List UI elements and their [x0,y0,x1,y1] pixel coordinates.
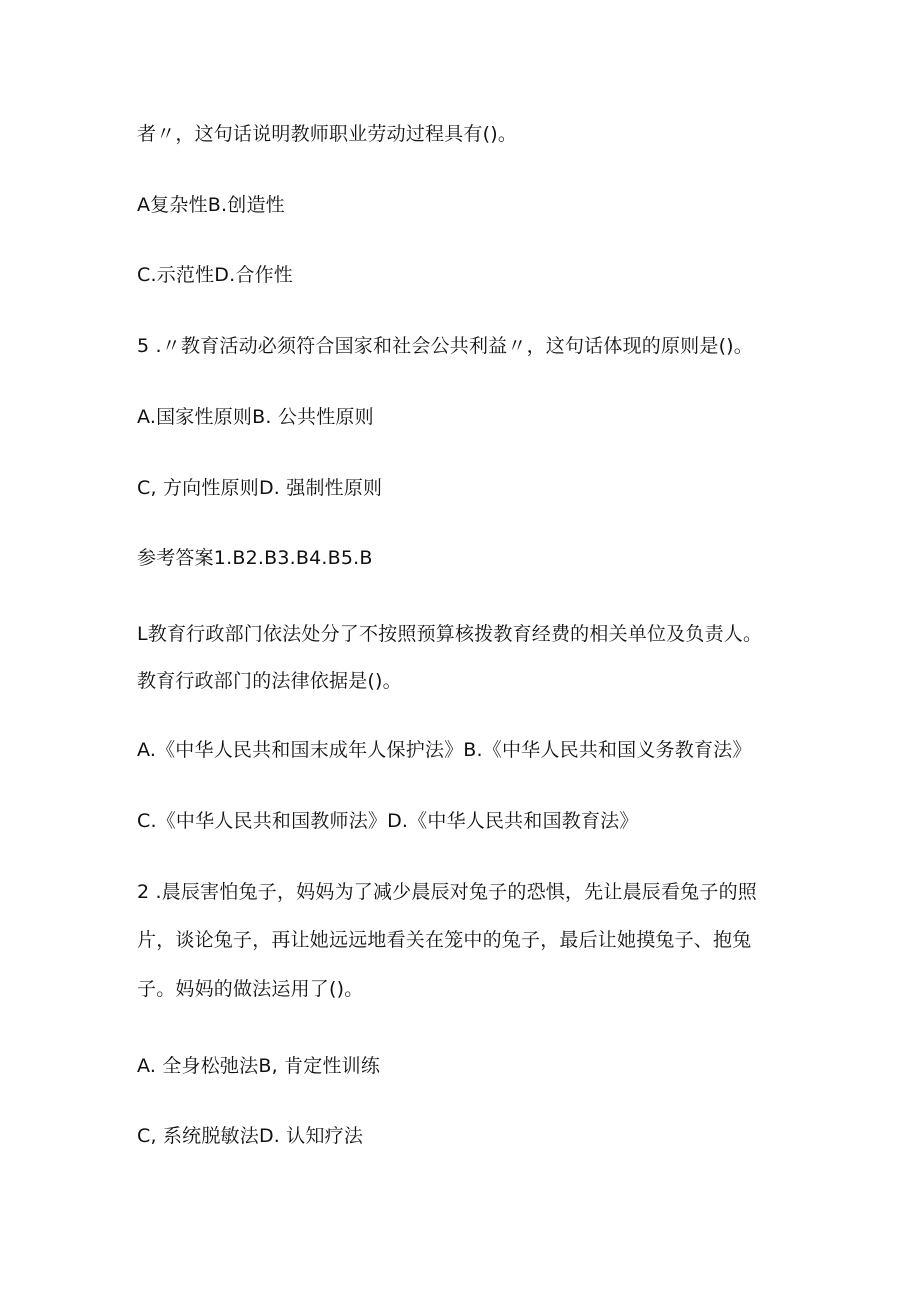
question-1-stem-line-2: 教育行政部门的法律依据是()。 [137,670,402,692]
question-2-options-cd: C, 系统脱敏法D. 认知疗法 [137,1125,364,1147]
question-5-stem: 5 .〃教育活动必须符合国家和社会公共利益〃，这句话体现的原则是()。 [137,335,753,357]
question-2-stem-line-2: 片，谈论兔子，再让她远远地看关在笼中的兔子，最后让她摸兔子、抱兔 [137,929,752,951]
question-4-options-ab: A复杂性B.创造性 [137,194,285,216]
question-1-stem-line-1: L教育行政部门依法处分了不按照预算核拨教育经费的相关单位及负责人。 [137,623,763,645]
question-4-stem-end: 者〃，这句话说明教师职业劳动过程具有()。 [137,123,518,145]
question-5-options-cd: C, 方向性原则D. 强制性原则 [137,477,383,499]
question-1-options-ab: A.《中华人民共和国末成年人保护法》B.《中华人民共和国义务教育法》 [137,739,752,761]
question-2-options-ab: A. 全身松弛法B, 肯定性训练 [137,1055,381,1077]
question-1-options-cd: C.《中华人民共和国教师法》D.《中华人民共和国教育法》 [137,810,639,832]
question-5-options-ab: A.国家性原则B. 公共性原则 [137,406,374,428]
question-2-stem-line-3: 子。妈妈的做法运用了()。 [137,978,364,1000]
question-2-stem-line-1: 2 .晨辰害怕兔子，妈妈为了减少晨辰对兔子的恐惧，先让晨辰看兔子的照 [137,881,757,903]
answer-key: 参考答案1.B2.B3.B4.B5.B [137,547,373,569]
question-4-options-cd: C.示范性D.合作性 [137,264,293,286]
